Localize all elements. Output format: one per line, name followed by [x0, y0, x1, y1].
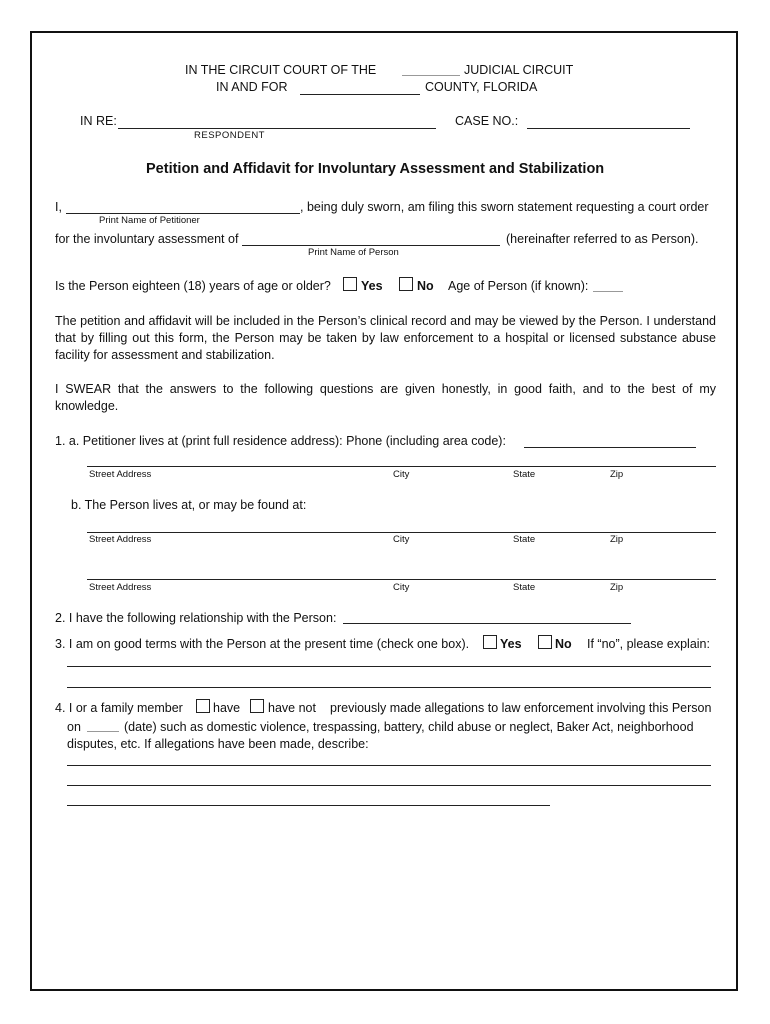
swear-paragraph: I SWEAR that the answers to the following questions are given honestly, in good faith, and to the best of my knowledge. [55, 382, 716, 413]
terms-yes-label: Yes [500, 637, 522, 651]
sworn-statement-text: , being duly sworn, am filing this sworn statement requesting a court order [300, 200, 709, 214]
person-name-field[interactable] [242, 245, 500, 246]
in-re-label: IN RE: [80, 114, 117, 128]
q4-prefix: 4. I or a family member [55, 701, 183, 715]
city-caption: City [393, 582, 410, 593]
age-no-label: No [417, 279, 434, 293]
allegation-date-field[interactable] [87, 731, 119, 732]
age-of-person-label: Age of Person (if known): [448, 279, 589, 293]
explain-field-2[interactable] [67, 687, 711, 688]
q1b-label: b. The Person lives at, or may be found at: [71, 498, 307, 512]
zip-caption: Zip [610, 582, 624, 593]
court-line2-suffix: COUNTY, FLORIDA [425, 80, 538, 94]
have-checkbox[interactable] [196, 699, 210, 713]
street-address-caption: Street Address [89, 534, 152, 545]
have-not-label: have not [268, 701, 316, 715]
q3-label: 3. I am on good terms with the Person at the present time (check one box). [55, 637, 470, 651]
person-address-field-2[interactable] [87, 579, 716, 580]
terms-no-checkbox[interactable] [538, 635, 552, 649]
case-no-field[interactable] [527, 128, 690, 129]
describe-field-2[interactable] [67, 785, 711, 786]
city-caption: City [393, 534, 410, 545]
court-line1-prefix: IN THE CIRCUIT COURT OF THE [185, 63, 377, 77]
terms-yes-checkbox[interactable] [483, 635, 497, 649]
i-label: I, [55, 200, 62, 214]
q4-text-line2: (date) such as domestic violence, trespassing, battery, child abuse or neglect, Baker Act, neighborhood [124, 720, 694, 734]
city-caption: City [393, 469, 410, 480]
relationship-field[interactable] [343, 623, 631, 624]
street-address-caption: Street Address [89, 469, 152, 480]
case-no-label: CASE NO.: [455, 114, 519, 128]
judicial-circuit-field[interactable] [402, 75, 460, 76]
print-name-petitioner-caption: Print Name of Petitioner [99, 215, 200, 226]
hereinafter-text: (hereinafter referred to as Person). [506, 232, 699, 246]
explain-label: If “no”, please explain: [587, 637, 710, 651]
age-of-person-field[interactable] [593, 291, 623, 292]
court-line2-prefix: IN AND FOR [216, 80, 288, 94]
terms-no-label: No [555, 637, 572, 651]
involuntary-assessment-text: for the involuntary assessment of [55, 232, 239, 246]
explain-field-1[interactable] [67, 666, 711, 667]
q4-text-line1: previously made allegations to law enforcement involving this Person [330, 701, 712, 715]
street-address-caption: Street Address [89, 582, 152, 593]
q1a-label: 1. a. Petitioner lives at (print full residence address): Phone (including area code): [55, 434, 506, 448]
age-no-checkbox[interactable] [399, 277, 413, 291]
q4-text-line3: disputes, etc. If allegations have been made, describe: [67, 737, 369, 751]
petitioner-name-field[interactable] [66, 213, 300, 214]
respondent-label: RESPONDENT [194, 130, 265, 141]
print-name-person-caption: Print Name of Person [308, 247, 399, 258]
county-field[interactable] [300, 94, 420, 95]
describe-field-1[interactable] [67, 765, 711, 766]
age-yes-checkbox[interactable] [343, 277, 357, 291]
describe-field-3[interactable] [67, 805, 550, 806]
state-caption: State [513, 534, 536, 545]
state-caption: State [513, 469, 536, 480]
zip-caption: Zip [610, 469, 624, 480]
age-yes-label: Yes [361, 279, 383, 293]
have-label: have [213, 701, 241, 715]
respondent-field[interactable] [118, 128, 436, 129]
on-label: on [67, 720, 81, 734]
q2-label: 2. I have the following relationship with the Person: [55, 611, 337, 625]
age-question-text: Is the Person eighteen (18) years of age or older? [55, 279, 331, 293]
person-address-field-1[interactable] [87, 532, 716, 533]
zip-caption: Zip [610, 534, 624, 545]
petitioner-phone-field[interactable] [524, 447, 696, 448]
petitioner-address-field[interactable] [87, 466, 716, 467]
have-not-checkbox[interactable] [250, 699, 264, 713]
page-title: Petition and Affidavit for Involuntary Assessment and Stabilization [146, 161, 605, 177]
court-line1-suffix: JUDICIAL CIRCUIT [464, 63, 574, 77]
state-caption: State [513, 582, 536, 593]
clinical-record-paragraph: The petition and affidavit will be included in the Person’s clinical record and may be viewed by the Person. I understand that by filling out this form, the Person may be taken by law enforcement to a hospital or licensed substance abuse facility for assessment and stabilization. [55, 314, 716, 362]
